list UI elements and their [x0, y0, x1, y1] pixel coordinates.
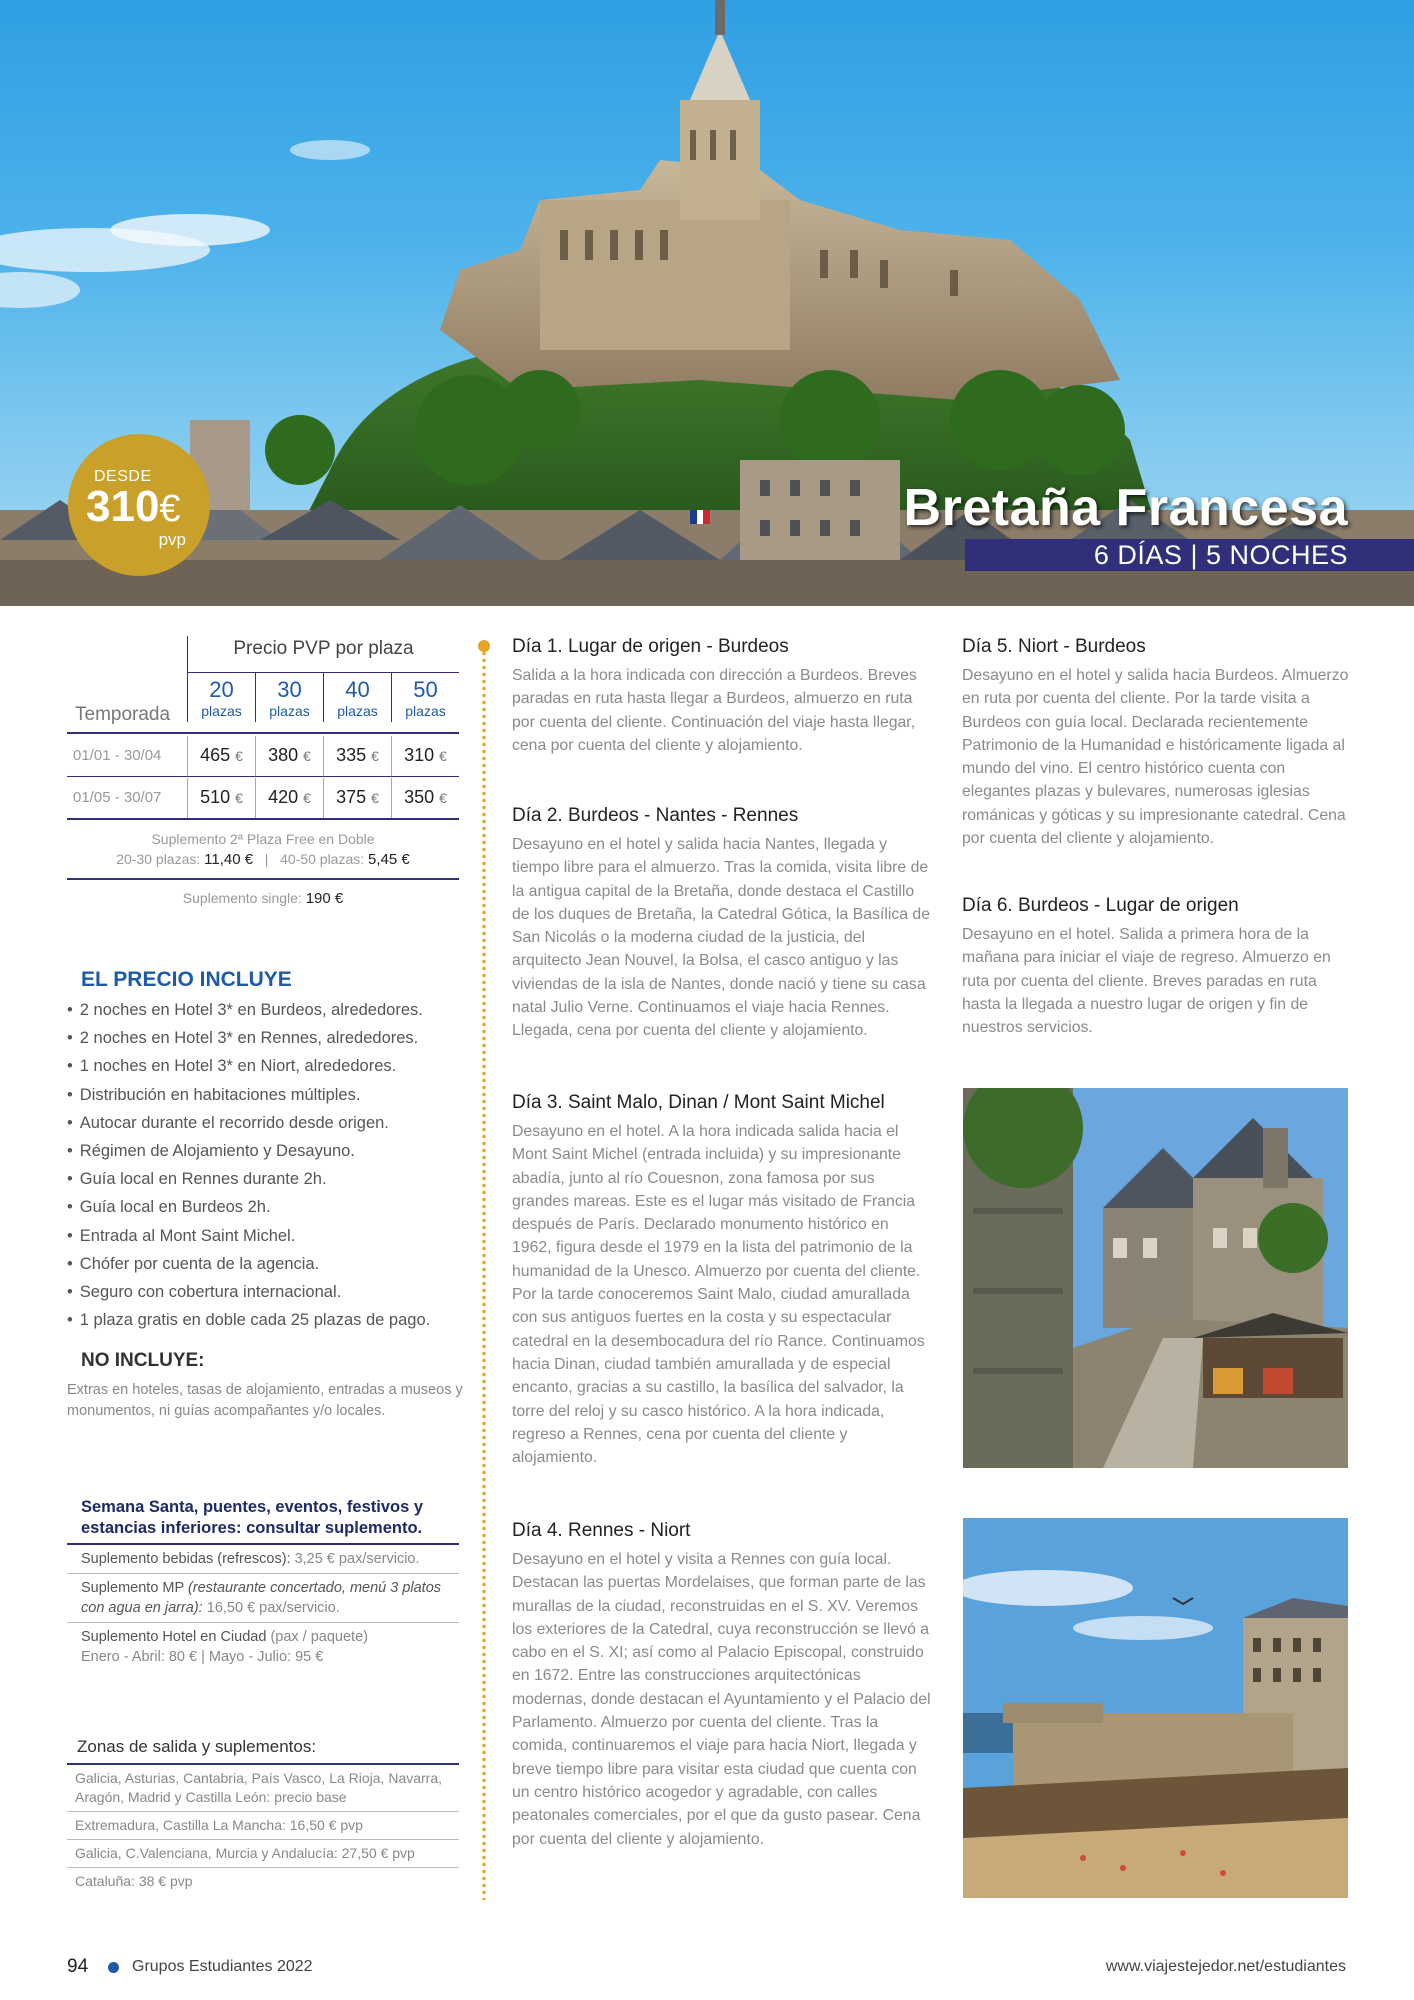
table-row: 01/01 - 30/04 465 € 380 € 335 € 310 € [67, 736, 459, 776]
not-included-text: Extras en hoteles, tasas de alojamiento, entradas a museos y monumentos, ni guías acompañantes y/o locales. [67, 1382, 463, 1419]
day-text: Desayuno en el hotel. A la hora indicada salida hacia el Mont Saint Michel (entrada incluida) y su impresionante abadía, junto al río Couesnon, zona famosa por sus grandes mareas. Este es el lugar más visitado de Francia después de París. Declarado monumento histórico en 1962, figura desde el 1979 en la lista del patrimonio de la humanidad de la Unesco. Almuerzo por cuenta del cliente. Por la tarde conoceremos Saint Malo, ciudad amurallada con sus antiguos fuertes en la costa y su espectacular catedral en la desembocadura del río Rance. Continuamos hacia Dinan, ciudad también amurallada y de especial encanto, gracias a su castillo, la basílica del salvador, la torre del reloj y su casco histórico. A la hora indicada, regreso a Rennes, cena por cuenta del cliente y alojamiento. [512, 1123, 925, 1467]
price-table-columns [187, 672, 459, 722]
trip-duration: 6 DÍAS | 5 NOCHES [1093, 540, 1348, 570]
supplement-single: Suplemento single: 190 € [182, 890, 344, 907]
day-2 [512, 805, 932, 1043]
list-item: • 1 noches en Hotel 3* en Niort, alrededores. [67, 1057, 477, 1085]
badge-desde: DESDE [94, 468, 152, 485]
table-row: 01/05 - 30/07 510 € 420 € 375 € 350 € [67, 778, 459, 818]
page-number: 94 [67, 1956, 89, 1977]
day-3 [512, 1092, 932, 1469]
day-text: Desayuno en el hotel. Salida a primera hora de la mañana para iniciar el viaje de regreso. Almuerzo en ruta por cuenta del cliente. Breves paradas en ruta hasta la llegada a nuestro lugar de origen y fin de nuestros servicios. [962, 926, 1331, 1037]
list-item: Galicia, C.Valenciana, Murcia y Andalucía: 27,50 € pvp [67, 1840, 459, 1868]
supplement-hotel: Suplemento Hotel en Ciudad (pax / paquete) Enero - Abril: 80 € | Mayo - Julio: 95 € [81, 1629, 368, 1665]
departure-zones [67, 1737, 459, 1895]
list-item: • Autocar durante el recorrido desde origen. [67, 1114, 477, 1142]
column-50: 50 plazas [391, 673, 459, 722]
supplement-drinks: Suplemento bebidas (refrescos): 3,25 € pax/servicio. [67, 1545, 459, 1574]
divider [67, 818, 459, 820]
price-badge [68, 434, 210, 576]
day-title: Día 1. Lugar de origen - Burdeos [512, 636, 789, 657]
supplement-mp: Suplemento MP (restaurante concertado, menú 3 platos con agua en jarra): 16,50 € pax/servicio. [67, 1574, 459, 1623]
hero-banner [0, 0, 1414, 606]
divider [67, 776, 459, 777]
supplement-free-values: 20-30 plazas: 11,40 € | 40-50 plazas: 5,45 € [116, 851, 410, 868]
list-item: • Guía local en Burdeos 2h. [67, 1198, 477, 1226]
divider [67, 878, 459, 880]
day-title: Día 6. Burdeos - Lugar de origen [962, 895, 1239, 916]
day-text: Desayuno en el hotel y visita a Rennes con guía local. Destacan las puertas Mordelaises, que forman parte de las murallas de la ciudad, reconstruidas en el S. XV. Veremos los exteriores de la Catedral, cuya reconstrucción se llevó a cabo en el S. XI; así como al Palacio Episcopal, construido en 1672. Entre las construcciones arquitectónicas modernas, donde destacan el Ayuntamiento y el Palacio del Parlamento. Almuerzo por cuenta del cliente. Tras la comida, continuaremos el viaje para hacia Niort, llegada y breve tiempo libre para visitar esta ciudad que cuenta con un centro histórico acogedor y agradable, con calles peatonales comerciales, por el que da gusto pasear. Cena por cuenta del cliente y alojamiento. [512, 1551, 931, 1848]
day-1 [512, 636, 932, 757]
dotted-divider [482, 650, 486, 1900]
list-item: • Chófer por cuenta de la agencia. [67, 1255, 477, 1283]
list-item: • Régimen de Alojamiento y Desayuno. [67, 1142, 477, 1170]
photo-dinan-street [963, 1088, 1348, 1468]
season-label: Temporada [75, 704, 171, 725]
list-item: • 2 noches en Hotel 3* en Burdeos, alrededores. [67, 1001, 477, 1029]
supplement-free-title: Suplemento 2ª Plaza Free en Doble [151, 831, 375, 847]
column-30: 30 plazas [255, 673, 323, 722]
day-title: Día 4. Rennes - Niort [512, 1520, 691, 1541]
badge-amount: 310€ [86, 482, 181, 531]
day-4 [512, 1520, 932, 1851]
day-title: Día 2. Burdeos - Nantes - Rennes [512, 805, 799, 826]
page-title: Bretaña Francesa [903, 479, 1348, 537]
list-item: • 1 plaza gratis en doble cada 25 plazas de pago. [67, 1311, 477, 1339]
website-link[interactable]: www.viajestejedor.net/estudiantes [1105, 1958, 1346, 1975]
day-text: Desayuno en el hotel y salida hacia Burdeos. Almuerzo en ruta por cuenta del cliente. Por la tarde visita a Burdeos con guía local. Declarada recientemente Patrimonio de la Humanidad e históricamente ligada al mundo del vino. El centro histórico cuenta con elegantes plazas y bulevares, numerosas iglesias románicas y góticas y su impresionante catedral. Cena por cuenta del cliente y alojamiento. [962, 667, 1349, 848]
day-5 [962, 636, 1352, 850]
list-item: Galicia, Asturias, Cantabria, País Vasco, La Rioja, Navarra, Aragón, Madrid y Castilla León: precio base [67, 1765, 459, 1812]
list-item: • Seguro con cobertura internacional. [67, 1283, 477, 1311]
divider [67, 732, 459, 734]
not-included-title: NO INCLUYE: [81, 1350, 205, 1371]
photo-saint-malo [963, 1518, 1348, 1898]
column-20: 20 plazas [187, 673, 255, 722]
list-item: Extremadura, Castilla La Mancha: 16,50 € pvp [67, 1812, 459, 1840]
list-item: • Entrada al Mont Saint Michel. [67, 1227, 477, 1255]
list-item: • Distribución en habitaciones múltiples. [67, 1086, 477, 1114]
supplements-title: Semana Santa, puentes, eventos, festivos y estancias inferiores: consultar suplemento. [81, 1498, 424, 1537]
day-text: Salida a la hora indicada con dirección a Burdeos. Breves paradas en ruta hasta llegar a Burdeos, almuerzo en ruta por cuenta del cliente. Continuación del viaje hasta llegar, cena por cuenta del cliente y alojamiento. [512, 667, 917, 754]
list-item: Cataluña: 38 € pvp [75, 1873, 193, 1889]
day-6 [962, 895, 1352, 1039]
zones-title: Zonas de salida y suplementos: [77, 1737, 317, 1756]
day-title: Día 3. Saint Malo, Dinan / Mont Saint Michel [512, 1092, 885, 1113]
day-title: Día 5. Niort - Burdeos [962, 636, 1146, 657]
day-text: Desayuno en el hotel y salida hacia Nantes, llegada y tiempo libre para el almuerzo. Tras la comida, visita libre de la antigua capital de la Bretaña, donde destaca el Castillo de los duques de Bretaña, la Catedral Gótica, la Basílica de San Nicolás o la moderna ciudad de la justicia, del arquitecto Jean Nouvel, la Bolsa, el casco antiguo y las viviendas de la isla de Nantes, donde nació y tiene su casa natal Julio Verne. Continuamos el viaje hacia Rennes. Llegada, cena por cuenta del cliente y alojamiento. [512, 836, 930, 1040]
includes-title: EL PRECIO INCLUYE [81, 968, 292, 991]
guide-name: Grupos Estudiantes 2022 [132, 1958, 313, 1975]
column-40: 40 plazas [323, 673, 391, 722]
footer-dot [108, 1962, 119, 1973]
includes-list [67, 1001, 477, 1339]
badge-pvp: pvp [158, 530, 186, 549]
list-item: • 2 noches en Hotel 3* en Rennes, alrededores. [67, 1029, 477, 1057]
list-item: • Guía local en Rennes durante 2h. [67, 1170, 477, 1198]
supplements-box [67, 1497, 459, 1671]
price-table-header: Precio PVP por plaza [187, 636, 459, 672]
